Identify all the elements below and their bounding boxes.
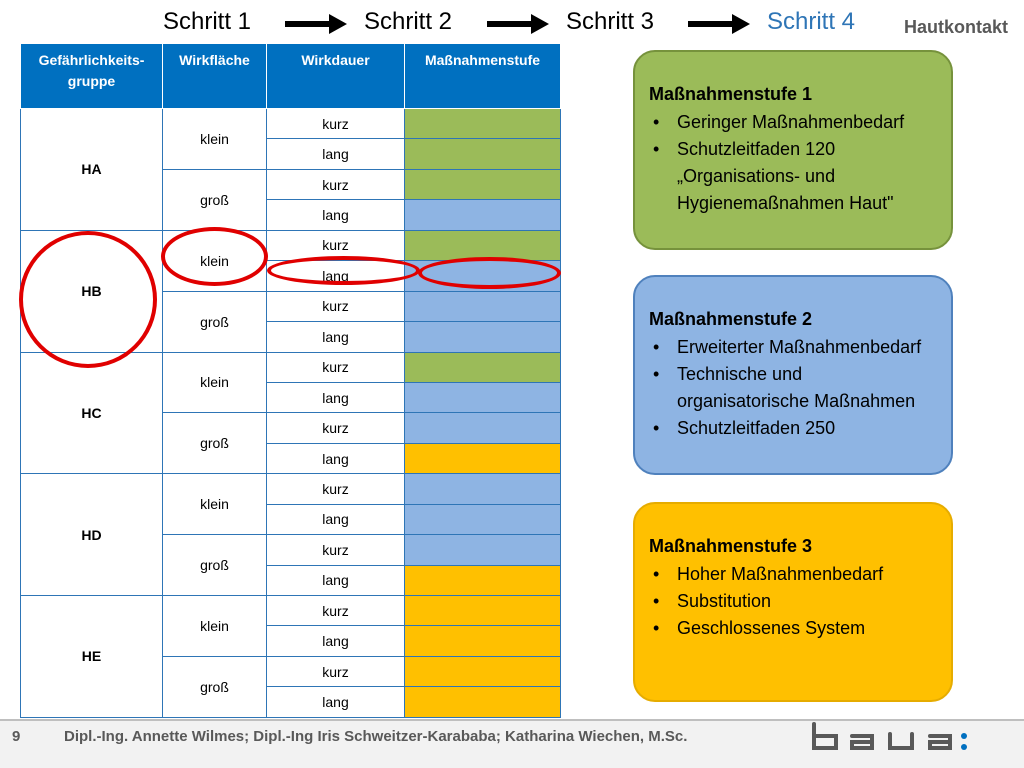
panel-title: Maßnahmenstufe 1 <box>649 84 813 104</box>
level-cell <box>405 291 561 321</box>
table-row <box>21 109 561 139</box>
header-duration: Wirkdauer <box>267 44 405 109</box>
area-cell: klein <box>163 230 267 291</box>
duration-cell: lang <box>267 261 405 291</box>
table-body <box>21 109 561 718</box>
hazard-group-cell: HA <box>21 109 163 231</box>
annotation-circle-level <box>418 257 561 289</box>
duration-cell: lang <box>267 200 405 230</box>
level-cell <box>405 109 561 139</box>
duration-cell: lang <box>267 139 405 169</box>
level-cell <box>405 687 561 717</box>
duration-cell: kurz <box>267 230 405 260</box>
arrow-right-icon <box>688 14 750 34</box>
level-cell <box>405 139 561 169</box>
table-header-row <box>21 44 561 109</box>
arrow-right-icon <box>285 14 347 34</box>
level-cell <box>405 443 561 473</box>
area-cell: groß <box>163 169 267 230</box>
level-cell <box>405 352 561 382</box>
hazard-group-cell: HB <box>21 230 163 352</box>
hazard-group-cell: HC <box>21 352 163 474</box>
panel-item: • Technische und organisatorische Maßnahmen <box>649 361 939 415</box>
panel-item: • Hoher Maßnahmenbedarf <box>649 561 939 588</box>
arrow-right-icon <box>487 14 549 34</box>
duration-cell: kurz <box>267 291 405 321</box>
level-cell <box>405 656 561 686</box>
level-cell <box>405 413 561 443</box>
area-cell: klein <box>163 474 267 535</box>
table-row <box>21 474 561 504</box>
area-cell: klein <box>163 596 267 657</box>
annotation-circle-duration <box>267 256 420 285</box>
baua-logo <box>806 720 972 756</box>
step-2: Schritt 2 <box>364 8 453 35</box>
step-3: Schritt 3 <box>566 8 655 35</box>
area-cell: groß <box>163 535 267 596</box>
duration-cell: kurz <box>267 656 405 686</box>
panel-item: • Geringer Maßnahmenbedarf <box>649 109 939 136</box>
hazard-group-cell: HD <box>21 474 163 596</box>
level-cell <box>405 596 561 626</box>
level-cell <box>405 626 561 656</box>
level-cell <box>405 382 561 412</box>
area-cell: klein <box>163 109 267 170</box>
step-4-active: Schritt 4 <box>767 8 856 35</box>
area-cell: groß <box>163 413 267 474</box>
duration-cell: kurz <box>267 535 405 565</box>
topic-label: Hautkontakt <box>903 17 1008 37</box>
area-cell: groß <box>163 656 267 717</box>
duration-cell: lang <box>267 626 405 656</box>
level-cell <box>405 200 561 230</box>
panel-title: Maßnahmenstufe 2 <box>649 309 813 329</box>
area-cell: klein <box>163 352 267 413</box>
hazard-group-cell: HE <box>21 596 163 718</box>
panel-item: • Schutzleitfaden 120 „Organisations- und Hygienemaßnahmen Haut" <box>649 136 939 217</box>
panel-item: • Schutzleitfaden 250 <box>649 415 939 442</box>
duration-cell: kurz <box>267 109 405 139</box>
header-area: Wirkfläche <box>163 44 267 109</box>
panel-item: • Substitution <box>649 588 939 615</box>
annotation-circle-area <box>161 227 268 286</box>
duration-cell: kurz <box>267 474 405 504</box>
measure-table <box>20 44 561 718</box>
panel-title: Maßnahmenstufe 3 <box>649 536 813 556</box>
level-cell <box>405 535 561 565</box>
footer-authors: Dipl.-Ing. Annette Wilmes; Dipl.-Ing Iris Schweitzer-Karababa; Katharina Wiechen, M.Sc. <box>64 728 688 745</box>
table-row <box>21 596 561 626</box>
header-level: Maßnahmenstufe <box>405 44 561 109</box>
level-cell <box>405 474 561 504</box>
level-cell <box>405 504 561 534</box>
panel-item: • Geschlossenes System <box>649 615 939 642</box>
duration-cell: lang <box>267 565 405 595</box>
level-cell <box>405 169 561 199</box>
duration-cell: lang <box>267 504 405 534</box>
duration-cell: lang <box>267 322 405 352</box>
duration-cell: lang <box>267 443 405 473</box>
panel-level-3 <box>633 502 953 702</box>
panel-level-1 <box>633 50 953 250</box>
duration-cell: kurz <box>267 413 405 443</box>
page-number: 9 <box>12 728 21 745</box>
duration-cell: kurz <box>267 596 405 626</box>
duration-cell: lang <box>267 687 405 717</box>
duration-cell: lang <box>267 382 405 412</box>
area-cell: groß <box>163 291 267 352</box>
header-hazard-group: Gefährlichkeits-gruppe <box>21 44 163 109</box>
panel-level-2 <box>633 275 953 475</box>
duration-cell: kurz <box>267 352 405 382</box>
level-cell <box>405 565 561 595</box>
duration-cell: kurz <box>267 169 405 199</box>
panel-item: • Erweiterter Maßnahmenbedarf <box>649 334 939 361</box>
step-1: Schritt 1 <box>163 8 252 35</box>
level-cell <box>405 322 561 352</box>
annotation-circle-group <box>19 231 157 368</box>
